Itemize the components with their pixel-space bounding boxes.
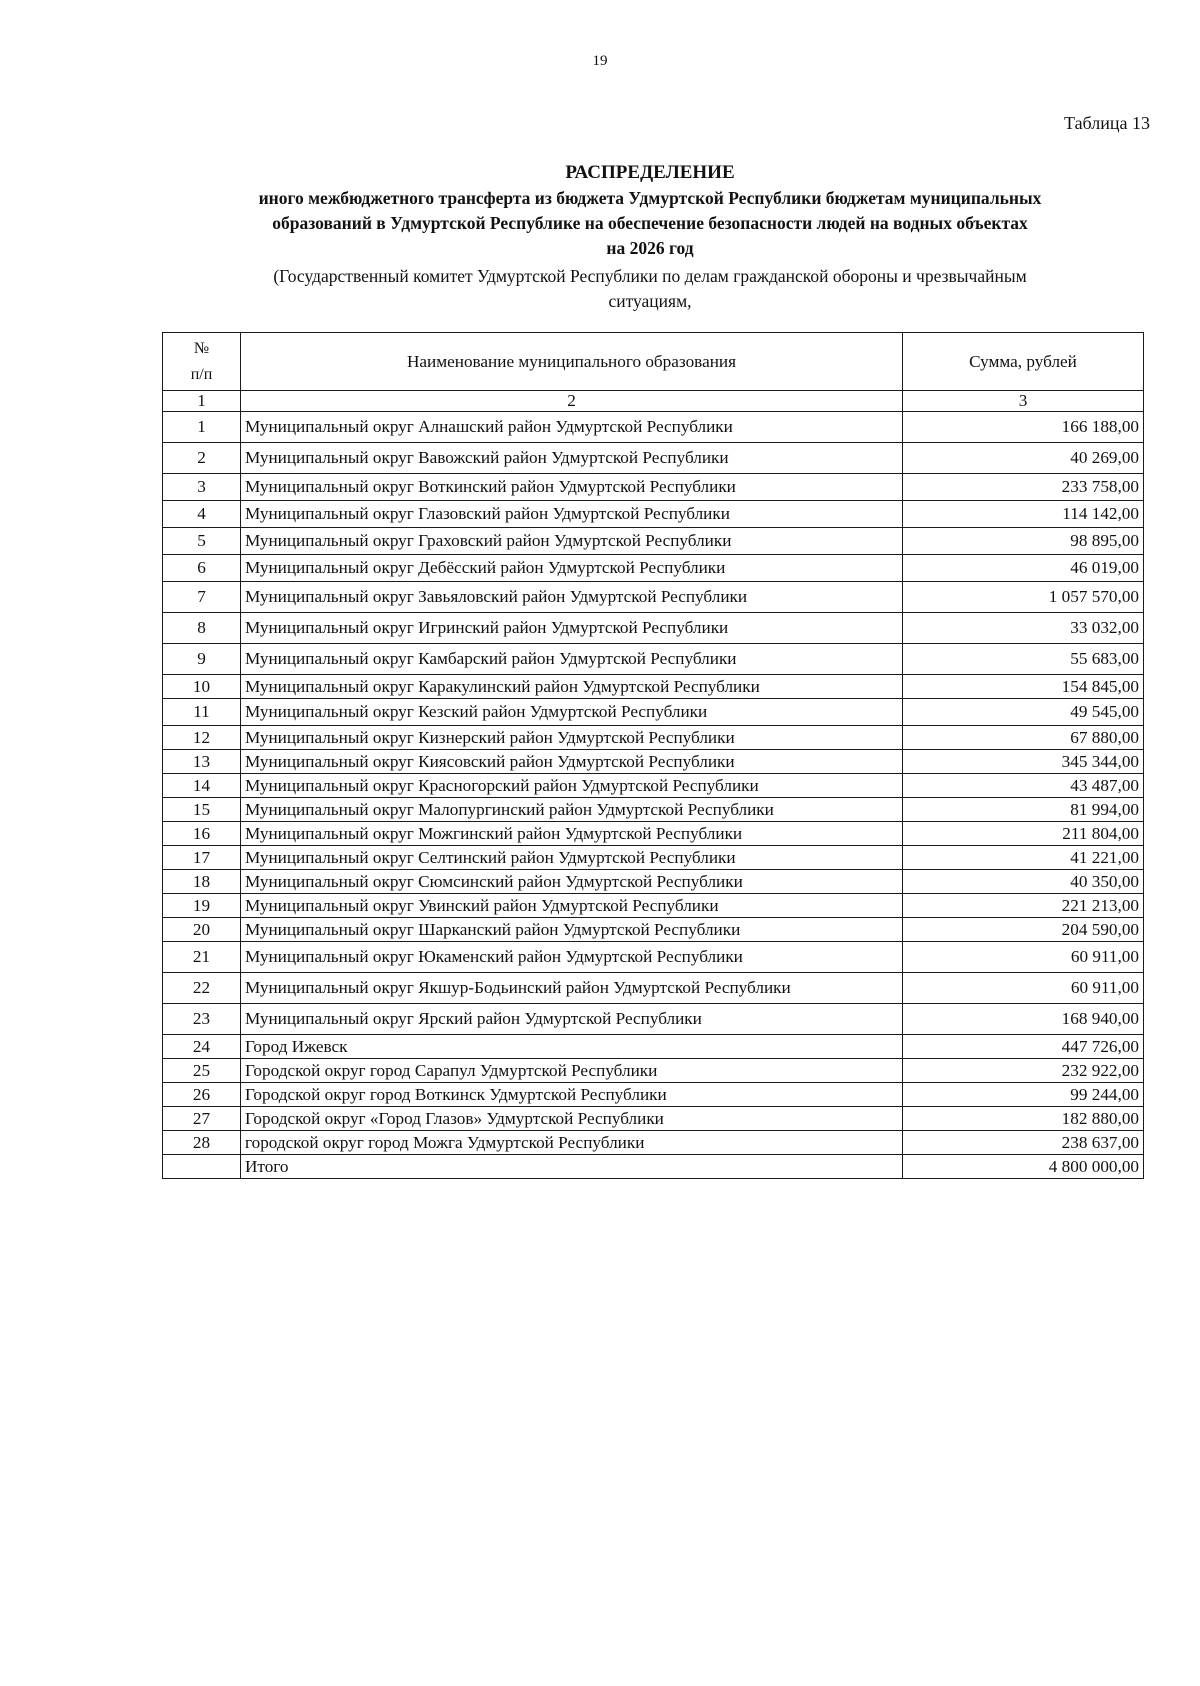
allocation-sum: 345 344,00 [903,750,1144,774]
document-note-line: (Государственный комитет Удмуртской Республики по делам гражданской обороны и чрезвычайным [273,266,1027,286]
row-number: 21 [163,942,241,973]
row-number: 17 [163,846,241,870]
header-number-abbrev: п/п [190,365,213,383]
row-number: 22 [163,973,241,1004]
row-number: 12 [163,726,241,750]
municipality-name: Муниципальный округ Увинский район Удмуртской Республики [241,894,903,918]
allocation-sum: 43 487,00 [903,774,1144,798]
allocation-sum: 238 637,00 [903,1131,1144,1155]
allocation-sum: 211 804,00 [903,822,1144,846]
municipality-name: Муниципальный округ Селтинский район Удмуртской Республики [241,846,903,870]
column-index-cell: 1 [163,391,241,412]
document-title: РАСПРЕДЕЛЕНИЕ [565,162,735,183]
row-number: 27 [163,1107,241,1131]
row-number: 24 [163,1035,241,1059]
municipality-name: Муниципальный округ Можгинский район Удмуртской Республики [241,822,903,846]
municipality-name: Муниципальный округ Малопургинский район Удмуртской Республики [241,798,903,822]
row-number: 4 [163,501,241,528]
column-index-cell: 2 [241,391,903,412]
municipality-name: Муниципальный округ Кизнерский район Удмуртской Республики [241,726,903,750]
table-row [163,918,1144,942]
table-row [163,1004,1144,1035]
table-row [163,1059,1144,1083]
row-number: 9 [163,644,241,675]
document-subtitle-line: на 2026 год [606,238,694,258]
municipality-name: Муниципальный округ Граховский район Удмуртской Республики [241,528,903,555]
municipality-name: Муниципальный округ Юкаменский район Удмуртской Республики [241,942,903,973]
municipality-name: Муниципальный округ Дебёсский район Удмуртской Республики [241,555,903,582]
allocation-sum: 233 758,00 [903,474,1144,501]
row-number: 5 [163,528,241,555]
allocation-sum: 40 269,00 [903,443,1144,474]
document-subtitle-line: иного межбюджетного трансферта из бюджета Удмуртской Республики бюджетам муниципальных [258,188,1042,208]
table-row [163,973,1144,1004]
row-number: 6 [163,555,241,582]
row-number: 7 [163,582,241,613]
allocation-sum: 55 683,00 [903,644,1144,675]
column-index-cell: 3 [903,391,1144,412]
distribution-table [162,332,1144,1179]
header-name: Наименование муниципального образования [241,333,903,391]
allocation-sum: 1 057 570,00 [903,582,1144,613]
row-number: 3 [163,474,241,501]
allocation-sum: 447 726,00 [903,1035,1144,1059]
table-row [163,412,1144,443]
table-row [163,501,1144,528]
table-row [163,644,1144,675]
table-row [163,699,1144,726]
row-number: 28 [163,1131,241,1155]
allocation-sum: 168 940,00 [903,1004,1144,1035]
document-subtitle-line: образований в Удмуртской Республике на обеспечение безопасности людей на водных объектах [272,213,1028,233]
row-number: 23 [163,1004,241,1035]
municipality-name: Муниципальный округ Сюмсинский район Удмуртской Республики [241,870,903,894]
municipality-name: Муниципальный округ Кезский район Удмуртской Республики [241,699,903,726]
table-row [163,555,1144,582]
header-number-symbol: № [193,339,210,357]
municipality-name: Городской округ «Город Глазов» Удмуртской Республики [241,1107,903,1131]
page-number: 19 [592,53,608,69]
municipality-name: Муниципальный округ Игринский район Удмуртской Республики [241,613,903,644]
allocation-sum: 182 880,00 [903,1107,1144,1131]
allocation-sum: 46 019,00 [903,555,1144,582]
row-number: 10 [163,675,241,699]
municipality-name: Муниципальный округ Алнашский район Удмуртской Республики [241,412,903,443]
row-number: 2 [163,443,241,474]
row-number: 20 [163,918,241,942]
row-number: 11 [163,699,241,726]
municipality-name: Муниципальный округ Камбарский район Удмуртской Республики [241,644,903,675]
municipality-name: городской округ город Можга Удмуртской Республики [241,1131,903,1155]
document-note-line: ситуациям, [608,291,692,311]
municipality-name: Город Ижевск [241,1035,903,1059]
municipality-name: Муниципальный округ Ярский район Удмуртской Республики [241,1004,903,1035]
row-number: 13 [163,750,241,774]
municipality-name: Муниципальный округ Воткинский район Удмуртской Республики [241,474,903,501]
municipality-name: Муниципальный округ Киясовский район Удмуртской Республики [241,750,903,774]
table-row [163,750,1144,774]
municipality-name: Муниципальный округ Каракулинский район Удмуртской Республики [241,675,903,699]
table-row [163,474,1144,501]
allocation-sum: 99 244,00 [903,1083,1144,1107]
allocation-sum: 232 922,00 [903,1059,1144,1083]
header-number [163,333,241,391]
total-sum: 4 800 000,00 [903,1155,1144,1179]
row-number: 18 [163,870,241,894]
table-row [163,675,1144,699]
allocation-sum: 60 911,00 [903,973,1144,1004]
allocation-sum: 166 188,00 [903,412,1144,443]
allocation-sum: 204 590,00 [903,918,1144,942]
table-row [163,613,1144,644]
table-row [163,774,1144,798]
total-row [163,1155,1144,1179]
municipality-name: Муниципальный округ Вавожский район Удмуртской Республики [241,443,903,474]
row-number: 19 [163,894,241,918]
table-body [163,412,1144,1179]
allocation-sum: 81 994,00 [903,798,1144,822]
municipality-name: Муниципальный округ Красногорский район Удмуртской Республики [241,774,903,798]
table-row [163,726,1144,750]
table-row [163,894,1144,918]
allocation-sum: 41 221,00 [903,846,1144,870]
municipality-name: Муниципальный округ Глазовский район Удмуртской Республики [241,501,903,528]
table-row [163,528,1144,555]
table-row [163,942,1144,973]
table-row [163,582,1144,613]
table-row [163,846,1144,870]
column-index-row [163,391,1144,412]
allocation-sum: 67 880,00 [903,726,1144,750]
allocation-sum: 154 845,00 [903,675,1144,699]
allocation-sum: 49 545,00 [903,699,1144,726]
table-row [163,822,1144,846]
document-heading [160,160,1140,314]
row-number: 16 [163,822,241,846]
allocation-sum: 98 895,00 [903,528,1144,555]
table-row [163,1107,1144,1131]
table-row [163,870,1144,894]
table-row [163,1035,1144,1059]
table-label: Таблица 13 [1064,113,1150,133]
allocation-sum: 40 350,00 [903,870,1144,894]
allocation-sum: 221 213,00 [903,894,1144,918]
table-row [163,1131,1144,1155]
total-label: Итого [241,1155,903,1179]
row-number: 8 [163,613,241,644]
row-number: 25 [163,1059,241,1083]
allocation-sum: 60 911,00 [903,942,1144,973]
allocation-sum: 33 032,00 [903,613,1144,644]
municipality-name: Муниципальный округ Завьяловский район Удмуртской Республики [241,582,903,613]
table-row [163,798,1144,822]
table-row [163,443,1144,474]
municipality-name: Муниципальный округ Якшур-Бодьинский район Удмуртской Республики [241,973,903,1004]
row-number: 14 [163,774,241,798]
row-number: 1 [163,412,241,443]
row-number: 26 [163,1083,241,1107]
header-sum: Сумма, рублей [903,333,1144,391]
allocation-sum: 114 142,00 [903,501,1144,528]
row-number: 15 [163,798,241,822]
total-number [163,1155,241,1179]
table-row [163,1083,1144,1107]
municipality-name: Городской округ город Сарапул Удмуртской Республики [241,1059,903,1083]
municipality-name: Городской округ город Воткинск Удмуртской Республики [241,1083,903,1107]
municipality-name: Муниципальный округ Шарканский район Удмуртской Республики [241,918,903,942]
table-header-row [163,333,1144,391]
